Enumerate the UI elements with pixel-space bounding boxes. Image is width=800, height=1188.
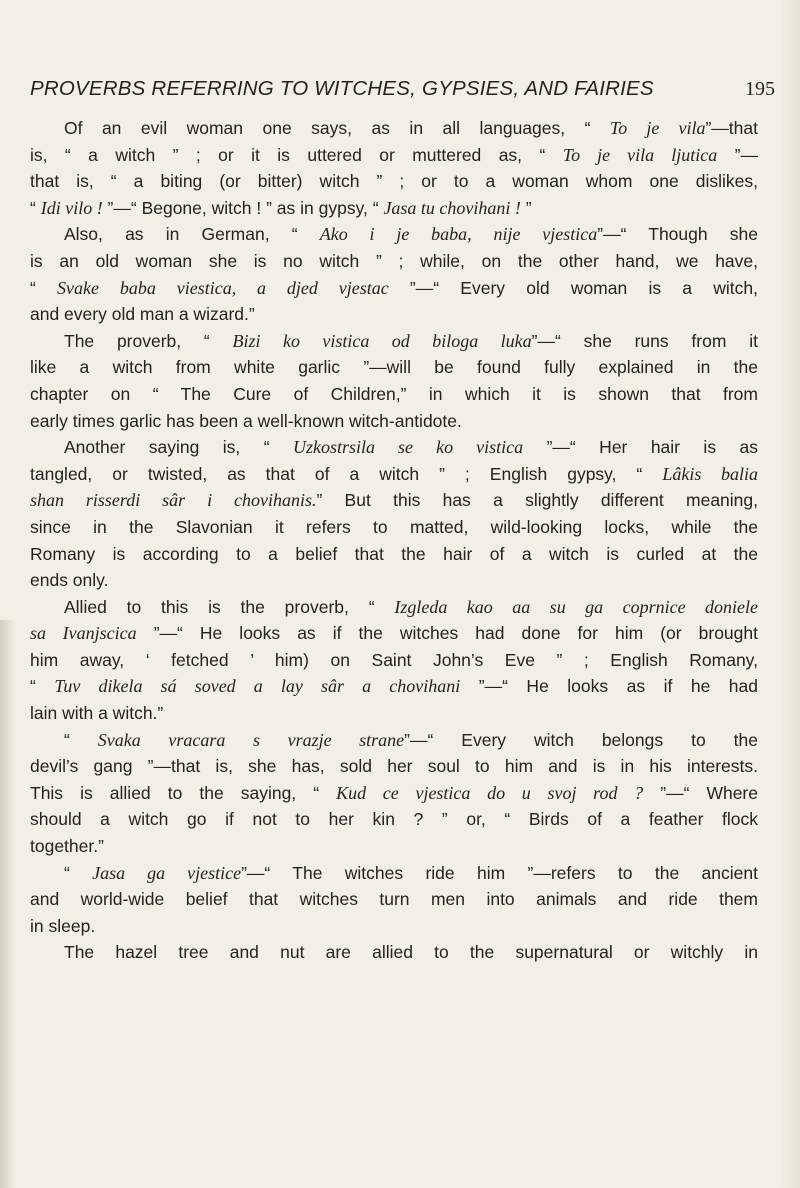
text-run: This is allied to the saying, “ [30,782,337,803]
italic-phrase: Svaka vracara s vrazje strane [97,729,405,750]
text-line [30,860,758,887]
text-run: Also, as in German, “ [64,224,320,245]
text-line [30,833,758,860]
text-line [30,487,758,514]
text-line [30,408,758,435]
text-line [30,514,758,541]
text-run: ”— [717,144,758,165]
italic-phrase: sa Ivanjscica [30,623,137,644]
italic-phrase: To je vila [609,118,706,138]
text-run: Allied to this is the proverb, “ [64,596,395,617]
italic-phrase: Kud ce vjestica do u svoj rod ? [336,782,644,803]
text-run: that is, “ a biting (or bitter) witch ” ; or to a woman whom one dislikes, [30,171,758,192]
body-text [30,115,758,966]
text-run: and world-wide belief that witches turn men into animals and ride them [30,889,758,910]
text-run: ”—“ Every witch belongs to the [404,729,758,750]
text-run: is, “ a witch ” ; or it is uttered or muttered as, “ [30,144,563,165]
text-run: ends only. [30,570,109,591]
text-line [30,115,758,142]
text-run: should a witch go if not to her kin ? ” or, “ Birds of a feather flock [30,809,758,830]
text-line [30,354,758,381]
text-line [30,275,758,302]
text-line [30,620,758,647]
text-run: early times garlic has been a well-known witch-antidote. [30,410,462,431]
text-line [30,221,758,248]
text-line [30,700,758,727]
italic-phrase: Jasa ga vjestice [92,862,242,883]
text-line [30,673,758,700]
italic-phrase: Ako i je baba, nije vjestica [319,224,598,245]
italic-phrase: Tuv dikela sá soved a lay sâr a chovihani [54,676,461,697]
text-run: The proverb, “ [64,330,233,351]
page-edge-discoloration [0,620,16,1188]
text-line [30,567,758,594]
text-line [30,594,758,621]
text-run: him away, ‘ fetched ’ him) on Saint John’s Eve ” ; English Romany, [30,649,758,670]
text-line [30,753,758,780]
text-run: ”—“ Her hair is as [523,437,758,458]
text-line [30,939,758,966]
text-run: since in the Slavonian it refers to matted, wild-looking locks, while the [30,516,758,537]
italic-phrase: Uzkostrsila se ko vistica [292,437,524,458]
text-line [30,806,758,833]
text-run: ”—“ He looks as if the witches had done for him (or brought [136,623,758,644]
text-line [30,195,758,222]
running-title: PROVERBS REFERRING TO WITCHES, GYPSIES, AND FAIRIES [30,77,654,100]
text-run: Romany is according to a belief that the hair of a witch is curled at the [30,543,758,564]
text-run: ” [520,197,532,218]
text-run: ”—that [705,118,758,138]
text-run: ”—“ He looks as if he had [460,676,758,697]
text-line [30,461,758,488]
text-line [30,142,758,169]
text-run: ”—“ she runs from it [531,330,758,351]
italic-phrase: To je vila ljutica [562,144,718,165]
text-run: ”—“ Begone, witch ! ” as in gypsy, “ [102,197,384,218]
italic-phrase: Lâkis balia [662,463,758,484]
text-line [30,780,758,807]
text-line [30,381,758,408]
text-run: devil’s gang ”—that is, she has, sold her soul to him and is in his interests. [30,756,758,777]
italic-phrase: Izgleda kao aa su ga coprnice doniele [394,596,758,617]
text-run: “ [30,277,58,298]
text-run: “ [64,862,93,883]
text-line [30,886,758,913]
text-run: together.” [30,836,104,857]
text-run: ”—“ Though she [597,224,758,245]
text-run: tangled, or twisted, as that of a witch ” ; English gypsy, “ [30,463,663,484]
italic-phrase: shan risserdi sâr i chovihanis. [30,490,317,511]
text-line [30,913,758,940]
text-run: ”—“ The witches ride him ”—refers to the ancient [241,862,758,883]
italic-phrase: Svake baba viestica, a djed vjestac [57,277,389,298]
text-line [30,727,758,754]
italic-phrase: Jasa tu chovihani ! [383,197,521,218]
text-run: Another saying is, “ [64,437,293,458]
text-line [30,434,758,461]
text-run: and every old man a wizard.” [30,304,255,325]
text-run: The hazel tree and nut are allied to the supernatural or witchly in [64,942,758,963]
italic-phrase: Bizi ko vistica od biloga luka [232,330,532,351]
text-run: lain with a witch.” [30,703,164,724]
page-number: 195 [745,78,775,100]
text-line [30,248,758,275]
text-line [30,168,758,195]
text-run: ” But this has a slightly different meaning, [316,490,758,511]
text-line [30,541,758,568]
text-run: like a witch from white garlic ”—will be found fully explained in the [30,357,758,378]
text-line [30,328,758,355]
text-run: “ [30,197,41,218]
text-run: chapter on “ The Cure of Children,” in which it is shown that from [30,383,758,404]
text-line [30,647,758,674]
text-run: “ [64,729,98,750]
text-run: “ [30,676,55,697]
text-line [30,301,758,328]
text-run: is an old woman she is no witch ” ; while, on the other hand, we have, [30,250,758,271]
text-run: in sleep. [30,915,96,936]
italic-phrase: Idi vilo ! [40,197,103,218]
text-run: ”—“ Every old woman is a witch, [388,277,758,298]
text-run: ”—“ Where [643,782,758,803]
text-run: Of an evil woman one says, as in all languages, “ [64,118,610,138]
running-head [30,74,775,104]
